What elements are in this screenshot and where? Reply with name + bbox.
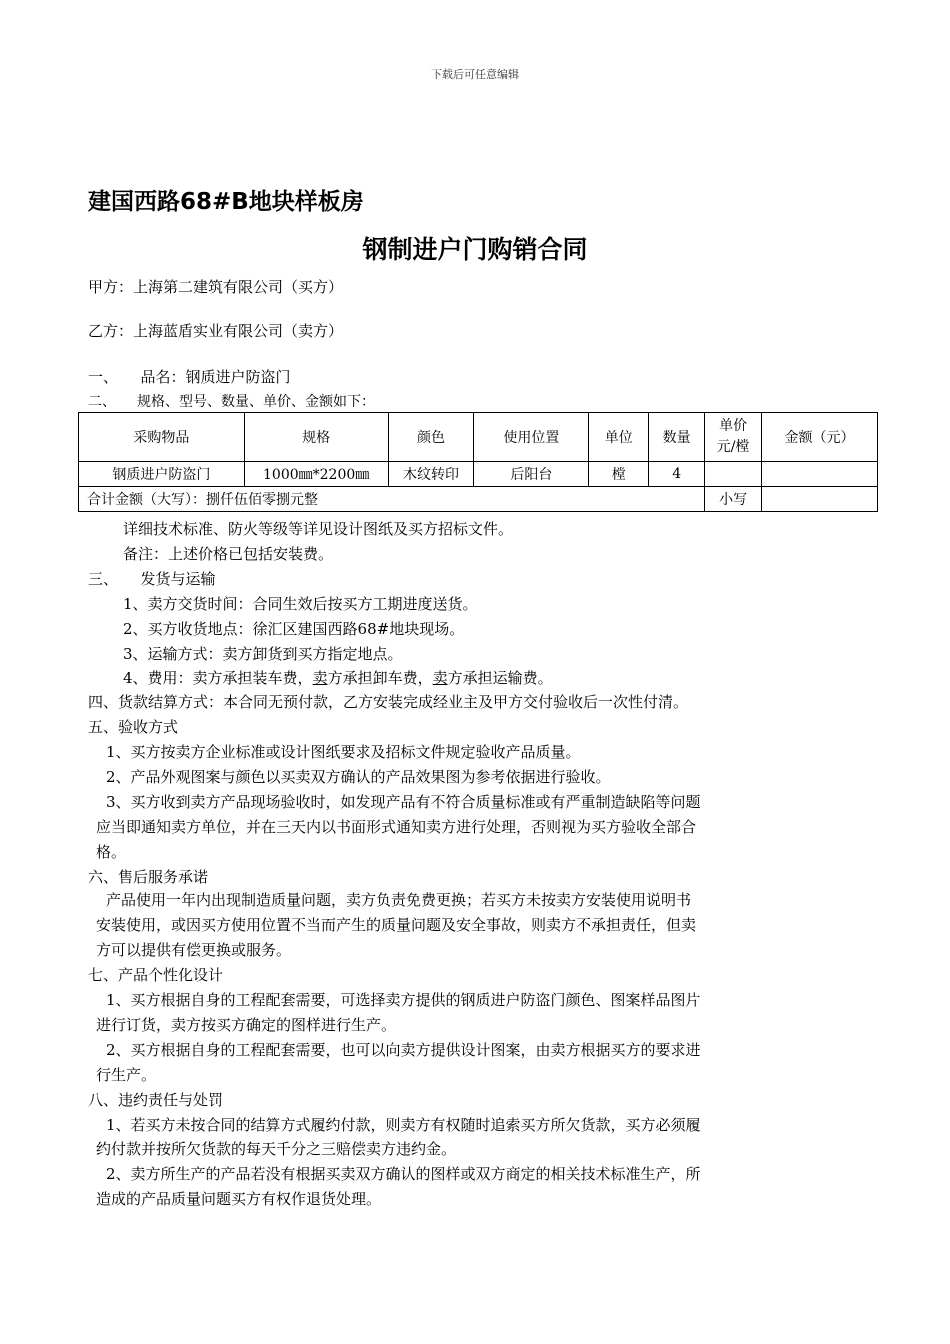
section-3: 三、 发货与运输 — [88, 570, 216, 588]
party-a: 甲方：上海第二建筑有限公司（买方） — [88, 278, 344, 296]
cell-location: 后阳台 — [474, 462, 589, 487]
section-5-line-2: 2、产品外观图案与颜色以买卖双方确认的产品效果图为参考依据进行验收。 — [106, 768, 611, 786]
small-amount — [762, 487, 878, 512]
table-header-row — [79, 413, 878, 462]
total-amount-words: 合计金额（大写）：捌仟伍佰零捌元整 — [79, 487, 705, 512]
cell-quantity: 4 — [649, 462, 705, 487]
cell-item: 钢质进户防盗门 — [79, 462, 245, 487]
section-5-line-4: 应当即通知卖方单位，并在三天内以书面形式通知卖方进行处理，否则视为买方验收全部合 — [96, 818, 697, 836]
header-amount: 金额（元） — [762, 413, 878, 462]
section-8-line-1: 1、若买方未按合同的结算方式履约付款，则卖方有权随时追索买方所欠货款，买方必须履 — [106, 1116, 701, 1134]
cell-amount — [762, 462, 878, 487]
section-8-line-4: 造成的产品质量问题买方有权作退货处理。 — [96, 1190, 382, 1208]
header-unit-price-line1: 单价 — [719, 418, 748, 434]
section-3-item-4 — [123, 667, 553, 688]
section-3-item-1: 1、卖方交货时间：合同生效后按买方工期进度送货。 — [123, 595, 478, 613]
section-6-line-2: 安装使用，或因买方使用位置不当而产生的质量问题及安全事故，则卖方不承担责任，但卖 — [96, 916, 697, 934]
section-7-line-4: 行生产。 — [96, 1066, 157, 1084]
header-note: 下载后可任意编辑 — [431, 68, 519, 81]
section-6-line-3: 方可以提供有偿更换或服务。 — [96, 941, 292, 959]
section-4: 四、货款结算方式：本合同无预付款，乙方安装完成经业主及甲方交付验收后一次性付清。 — [88, 693, 689, 711]
header-unit-price-line2: 元/樘 — [716, 439, 750, 455]
cell-spec: 1000㎜*2200㎜ — [244, 462, 388, 487]
section-3-item-3: 3、运输方式：卖方卸货到买方指定地点。 — [123, 645, 403, 663]
header-unit-price — [705, 413, 762, 462]
section-5-line-1: 1、买方按卖方企业标准或设计图纸要求及招标文件规定验收产品质量。 — [106, 743, 581, 761]
section-8: 八、违约责任与处罚 — [88, 1091, 224, 1109]
item-4-part-a: 4、费用：卖方承担装车费， — [123, 669, 313, 687]
note-technical: 详细技术标准、防火等级等详见设计图纸及买方招标文件。 — [123, 520, 514, 538]
small-label: 小写 — [705, 487, 762, 512]
cell-unit: 樘 — [589, 462, 649, 487]
header-location: 使用位置 — [474, 413, 589, 462]
section-1: 一、 品名：钢质进户防盗门 — [88, 368, 291, 386]
section-2: 二、 规格、型号、数量、单价、金额如下： — [88, 394, 375, 410]
item-4-part-c: 方承担卸车费， — [327, 669, 433, 687]
item-4-underlined-2: 卖 — [432, 669, 448, 687]
section-5: 五、验收方式 — [88, 718, 179, 736]
title-line-1: 建国西路68#B地块样板房 — [88, 189, 364, 215]
table-total-row — [79, 487, 878, 512]
section-7-line-2: 进行订货，卖方按买方确定的图样进行生产。 — [96, 1016, 397, 1034]
item-4-part-e: 方承担运输费。 — [447, 669, 553, 687]
cell-color: 木纹转印 — [388, 462, 474, 487]
party-b: 乙方：上海蓝盾实业有限公司（卖方） — [88, 322, 344, 340]
section-7: 七、产品个性化设计 — [88, 966, 224, 984]
contract-title: 钢制进户门购销合同 — [362, 235, 588, 264]
header-spec: 规格 — [244, 413, 388, 462]
section-7-line-3: 2、买方根据自身的工程配套需要，也可以向卖方提供设计图案，由卖方根据买方的要求进 — [106, 1041, 701, 1059]
header-item: 采购物品 — [79, 413, 245, 462]
section-8-line-3: 2、卖方所生产的产品若没有根据买卖双方确认的图样或双方商定的相关技术标准生产，所 — [106, 1165, 701, 1183]
item-4-underlined-1: 卖 — [312, 669, 328, 687]
cell-unit-price — [705, 462, 762, 487]
section-5-line-3: 3、买方收到卖方产品现场验收时，如发现产品有不符合质量标准或有严重制造缺陷等问题 — [106, 793, 701, 811]
header-unit: 单位 — [589, 413, 649, 462]
note-remark: 备注：上述价格已包括安装费。 — [123, 545, 334, 563]
section-5-line-5: 格。 — [96, 843, 127, 861]
table-row — [79, 462, 878, 487]
header-quantity: 数量 — [649, 413, 705, 462]
section-7-line-1: 1、买方根据自身的工程配套需要，可选择卖方提供的钢质进户防盗门颜色、图案样品图片 — [106, 991, 701, 1009]
section-8-line-2: 约付款并按所欠货款的每天千分之三赔偿卖方违约金。 — [96, 1140, 457, 1158]
section-3-item-2: 2、买方收货地点：徐汇区建国西路68#地块现场。 — [123, 620, 465, 638]
section-6-line-1: 产品使用一年内出现制造质量问题，卖方负责免费更换；若买方未按卖方安装使用说明书 — [106, 891, 692, 909]
header-color: 颜色 — [388, 413, 474, 462]
spec-table — [78, 412, 878, 512]
section-6: 六、售后服务承诺 — [88, 868, 209, 886]
